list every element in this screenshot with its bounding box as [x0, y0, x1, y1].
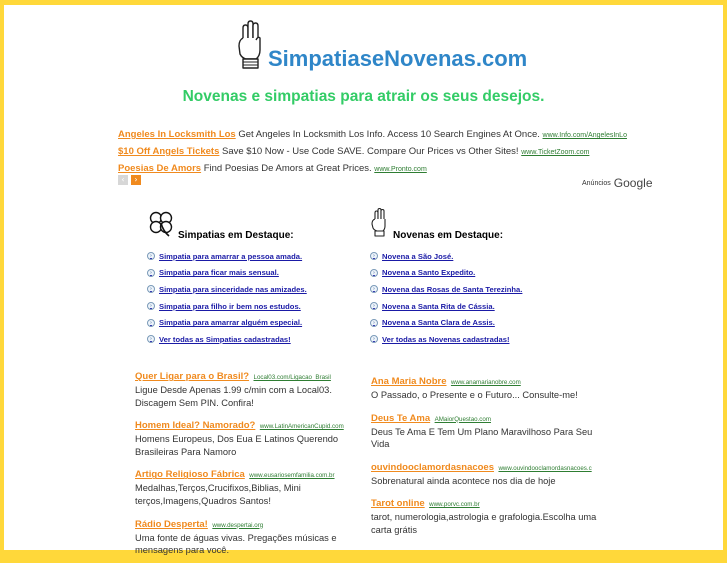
ad-title[interactable]: Homem Ideal? Namorado? [135, 420, 256, 432]
link-text[interactable]: Simpatia para ficar mais sensual. [159, 268, 279, 278]
ad-description: Homens Europeus, Dos Eua E Latinos Querendo Brasileiras Para Namoro [135, 434, 339, 457]
ad-description: Sobrenatural ainda acontece nos dia de hoje [371, 475, 556, 486]
list-link[interactable] [370, 298, 570, 315]
link-text[interactable]: Ver todas as Simpatias cadastradas! [159, 334, 291, 344]
bullet-arrow-icon: › [147, 335, 155, 343]
tagline: Novenas e simpatias para atrair os seus desejos. [182, 88, 545, 105]
link-text[interactable]: Novena das Rosas de Santa Terezinha. [382, 284, 523, 294]
ad-title[interactable]: Quer Ligar para o Brasil? [135, 371, 250, 382]
ad-text: Find Poesias De Amors at Great Prices. [201, 163, 375, 174]
ad-title[interactable]: $10 Off Angels Tickets [118, 146, 220, 157]
ad-description: Ligue Desde Apenas 1.99 c/min com a Local03. Discagem Sem PIN. Confira! [135, 385, 332, 408]
bullet-arrow-icon: › [147, 285, 155, 293]
left-ad-block [135, 366, 347, 563]
ad-url[interactable]: www.anamarianobre.com [450, 379, 521, 386]
ads-by-label: Anúncios [582, 179, 611, 187]
view-all-link[interactable] [370, 331, 570, 348]
link-text[interactable]: Novena a Santa Rita de Cássia. [382, 301, 495, 311]
list-link[interactable] [370, 314, 570, 331]
google-logo: Google [613, 176, 653, 190]
text-ad[interactable] [135, 366, 347, 409]
top-ad[interactable] [118, 126, 627, 143]
ad-url[interactable]: Local03.com/Ligacao_Brasil [253, 374, 331, 381]
top-ad[interactable] [118, 143, 618, 160]
ad-title[interactable]: Artigo Religioso Fábrica [135, 469, 245, 481]
ad-description: Deus Te Ama E Tem Um Plano Maravilhoso Para Seu Vida [371, 426, 593, 450]
section-heading: Simpatias em Destaque: [178, 230, 294, 241]
simpatias-section [147, 210, 347, 348]
link-text[interactable]: Ver todas as Novenas cadastradas! [382, 334, 510, 344]
text-ad[interactable] [371, 493, 606, 536]
bullet-arrow-icon: › [370, 252, 378, 260]
ad-description: Uma fonte de águas vivas. Pregações músicas e mensagens para você. [135, 532, 337, 556]
prev-arrow-icon[interactable]: ‹ [118, 175, 128, 185]
bullet-arrow-icon: › [147, 252, 155, 260]
right-ad-block [371, 371, 606, 543]
ad-title[interactable]: Tarot online [371, 498, 425, 510]
ad-title[interactable]: Angeles In Locksmith Los [118, 129, 236, 140]
link-text[interactable]: Simpatia para amarrar alguém especial. [159, 318, 303, 328]
section-heading: Novenas em Destaque: [393, 230, 504, 241]
link-text[interactable]: Simpatia para amarrar a pessoa amada. [159, 251, 303, 261]
ad-description: O Passado, o Presente e o Futuro... Consulte-me! [371, 390, 578, 400]
link-text[interactable]: Simpatia para sinceridade nas amizades. [159, 284, 307, 294]
text-ad[interactable] [371, 371, 606, 402]
view-all-link[interactable] [147, 331, 347, 348]
bullet-arrow-icon: › [370, 302, 378, 310]
bullet-arrow-icon: › [370, 269, 378, 277]
link-text[interactable]: Simpatia para filho ir bem nos estudos. [159, 301, 301, 311]
list-link[interactable] [147, 314, 347, 331]
site-title[interactable]: SimpatiaseNovenas.com [268, 46, 528, 71]
ad-url[interactable]: www.eusariosemfamilia.com.br [249, 472, 335, 480]
text-ad[interactable] [135, 415, 347, 458]
link-text[interactable]: Novena a São José. [382, 251, 454, 261]
ad-text: Get Angeles In Locksmith Los Info. Access 10 Search Engines At Once. [235, 129, 543, 140]
ad-url[interactable]: www.porvc.com.br [429, 501, 480, 509]
text-ad[interactable] [371, 408, 606, 451]
next-arrow-icon[interactable]: › [131, 175, 141, 185]
ad-title[interactable]: ouvindooclamordasnacoes [371, 461, 495, 473]
ad-text: Save $10 Now - Use Code SAVE. Compare Our Prices vs Other Sites! [219, 146, 522, 157]
ad-url[interactable]: www.ouvindooclamordasnacoes.c [498, 464, 592, 472]
text-ad[interactable] [371, 457, 606, 488]
top-ad[interactable] [118, 160, 618, 177]
raised-hand-icon [236, 18, 264, 74]
list-link[interactable] [147, 298, 347, 315]
link-text[interactable]: Novena a Santa Clara de Assis. [382, 318, 495, 328]
ad-title[interactable]: Poesias De Amors [118, 163, 202, 174]
bullet-arrow-icon: › [370, 319, 378, 327]
novenas-section [370, 210, 570, 348]
page [4, 5, 723, 550]
raised-hand-icon [370, 207, 390, 242]
ad-url[interactable]: AMaiorQuestao.com [434, 415, 491, 423]
list-link[interactable] [370, 265, 570, 282]
ad-title[interactable]: Deus Te Ama [371, 412, 431, 424]
ad-nav [118, 175, 141, 185]
ad-url[interactable]: www.Pronto.com [374, 166, 427, 173]
top-ad-block [118, 126, 627, 177]
link-text[interactable]: Novena a Santo Expedito. [382, 268, 476, 278]
ad-title[interactable]: Ana Maria Nobre [371, 376, 447, 387]
list-link[interactable] [147, 281, 347, 298]
bullet-arrow-icon: › [147, 302, 155, 310]
clover-icon [147, 209, 175, 242]
site-logo[interactable] [236, 18, 527, 74]
bullet-arrow-icon: › [147, 319, 155, 327]
ad-url[interactable]: www.LatinAmericanCupid.com [259, 423, 344, 431]
text-ad[interactable] [135, 464, 347, 507]
ad-description: Medalhas,Terços,Crucifixos,Biblias, Mini terços,Imagens,Quadros Santos! [135, 483, 301, 506]
bullet-arrow-icon: › [370, 285, 378, 293]
list-link[interactable] [370, 281, 570, 298]
ad-title[interactable]: Rádio Desperta! [135, 518, 208, 530]
text-ad[interactable] [135, 514, 347, 557]
list-link[interactable] [147, 265, 347, 282]
bullet-arrow-icon: › [370, 335, 378, 343]
list-link[interactable] [370, 248, 570, 265]
ad-url[interactable]: www.Info.com/AngelesInLo [542, 132, 627, 139]
ad-url[interactable]: www.TicketZoom.com [521, 149, 590, 156]
ad-description: tarot, numerologia,astrologia e grafologia.Escolha uma carta grátis [371, 512, 597, 535]
ads-by-google[interactable] [582, 176, 653, 190]
list-link[interactable] [147, 248, 347, 265]
ad-url[interactable]: www.despertai.org [212, 521, 264, 529]
bullet-arrow-icon: › [147, 269, 155, 277]
